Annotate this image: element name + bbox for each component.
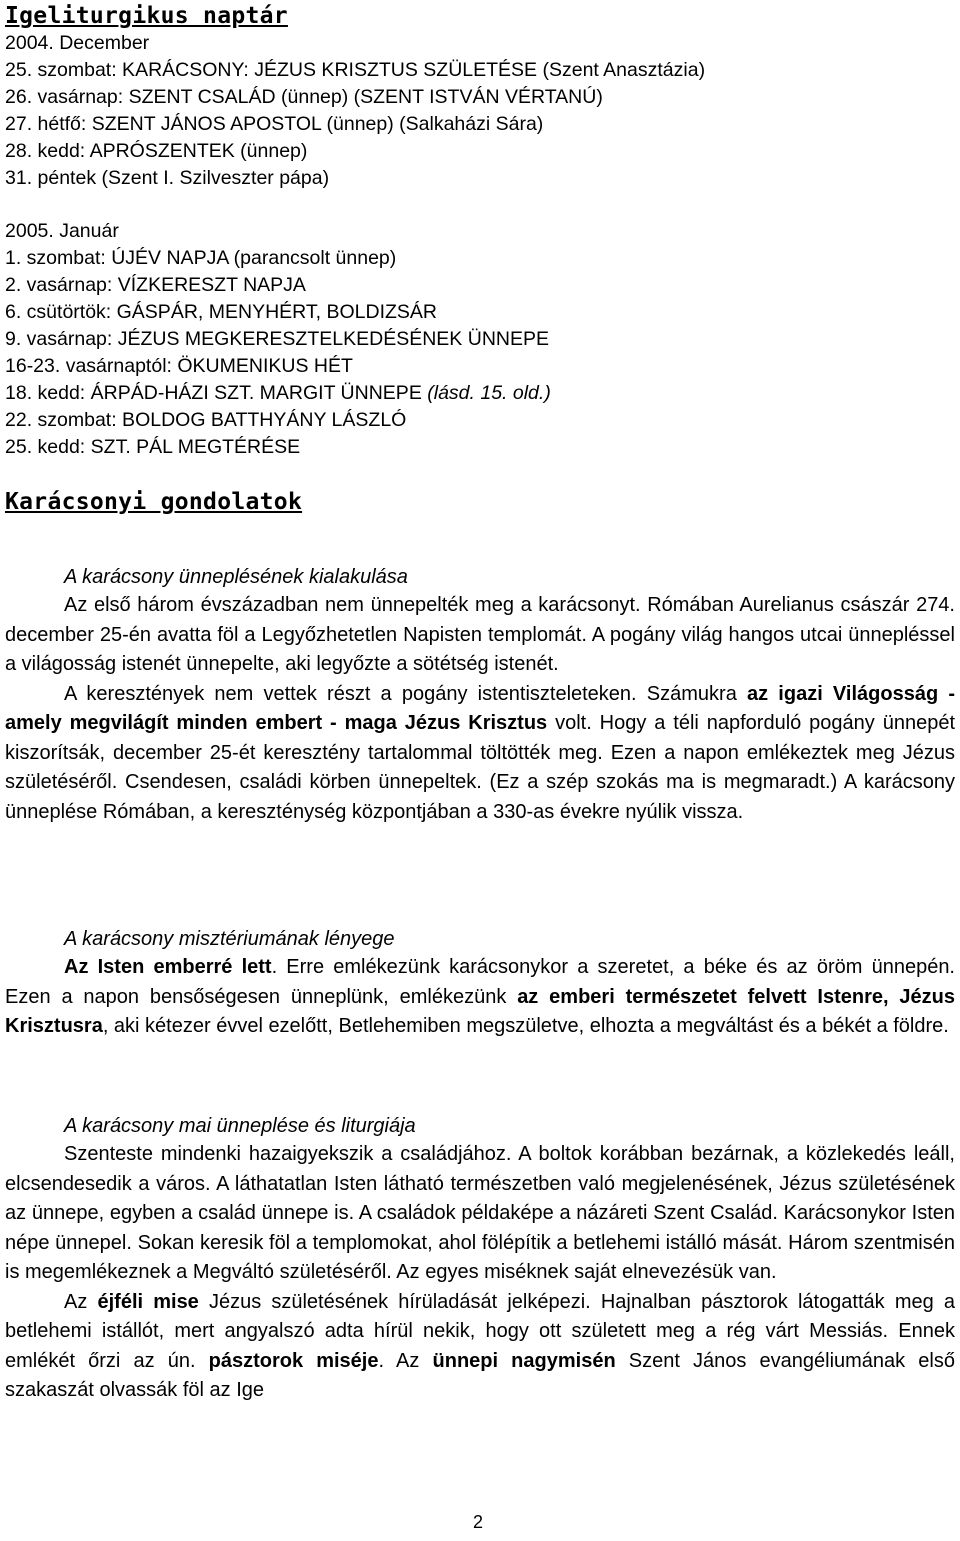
section-heading: A karácsony mai ünneplése és liturgiája <box>64 1115 416 1137</box>
emphasis: éjféli mise <box>97 1290 199 1313</box>
paragraph: Az első három évszázadban nem ünnepelték meg a karácsonyt. Rómában Aurelianus császár 274. december 25-én avatta föl a Legyőzhetetlen Napisten templomát. A pogány világ hangos utcai ünnepléssel a világosság istenét ünnepelte, aki legyőzte a sötétség istenét. <box>5 594 955 675</box>
page-number: 2 <box>473 1512 484 1532</box>
emphasis: Az Isten emberré lett <box>64 956 272 978</box>
section-body <box>5 1140 955 1406</box>
emphasis: az emberi természetet felvett Istenre, Jézus Krisztusra <box>5 985 955 1037</box>
calendar-entry: 31. péntek (Szent I. Szilveszter pápa) <box>5 167 330 189</box>
calendar-entry: 22. szombat: BOLDOG BATTHYÁNY LÁSZLÓ <box>5 409 407 431</box>
paragraph: Az éjféli mise Jézus születésének hírüladását jelképezi. Hajnalban pásztorok látogatták meg a betlehemi istállót, mert angyalszó adta hírül nekik, hogy ott született meg a rég várt Messiás. Ennek emlékét őrzi az ún. pásztorok miséje. Az ünnepi nagymisén Szent János evangéliumának első szakaszát olvassák föl az Ige <box>5 1290 955 1401</box>
liturgical-calendar <box>5 30 705 461</box>
calendar-entry: 28. kedd: APRÓSZENTEK (ünnep) <box>5 140 308 162</box>
calendar-title: Igeliturgikus naptár <box>5 3 288 29</box>
paragraph: Az Isten emberré lett. Erre emlékezünk karácsonykor a szeretet, a béke és az öröm ünnepén. Ezen a napon bensőségesen ünneplünk, emlékezünk az emberi természetet felvett Istenre, Jézus Krisztusra, aki kétezer évvel ezelőtt, Betlehemiben megszületve, elhozta a megváltást és a békét a földre. <box>5 956 955 1037</box>
section-heading: A karácsony ünneplésének kialakulása <box>64 566 408 588</box>
calendar-month-december: 2004. December <box>5 32 150 54</box>
calendar-entry: 27. hétfő: SZENT JÁNOS APOSTOL (ünnep) (Salkaházi Sára) <box>5 113 544 135</box>
section-heading: A karácsony misztériumának lényege <box>64 928 395 950</box>
page-reference: (lásd. 15. old.) <box>427 382 551 404</box>
emphasis: ünnepi nagymisén <box>432 1349 616 1372</box>
article-title: Karácsonyi gondolatok <box>5 489 303 515</box>
calendar-entry: 25. szombat: KARÁCSONY: JÉZUS KRISZTUS SZÜLETÉSE (Szent Anasztázia) <box>5 59 706 81</box>
calendar-entry: 6. csütörtök: GÁSPÁR, MENYHÉRT, BOLDIZSÁR <box>5 301 438 323</box>
calendar-entry: 16-23. vasárnaptól: ÖKUMENIKUS HÉT <box>5 355 353 377</box>
emphasis: pásztorok miséje <box>208 1349 379 1372</box>
calendar-entry: 2. vasárnap: VÍZKERESZT NAPJA <box>5 274 306 296</box>
calendar-entry: 26. vasárnap: SZENT CSALÁD (ünnep) (SZENT ISTVÁN VÉRTANÚ) <box>5 86 603 108</box>
paragraph: Szenteste mindenki hazaigyekszik a családjához. A boltok korábban bezárnak, a közlekedés leáll, elcsendesedik a város. A láthatatlan Isten látható természetben való megjelenésének, Jézus születésének az ünnepe, egyben a család ünnepe is. A családok példaképe a názáreti Szent Család. Karácsonykor Isten népe ünnepel. Sokan keresik föl a templomokat, ahol fölépítik a betlehemi istálló mását. Három szentmisén is megemlékeznek a Megváltó születéséről. Az egyes miséknek saját elnevezésük van. <box>5 1143 955 1283</box>
calendar-entry: 25. kedd: SZT. PÁL MEGTÉRÉSE <box>5 436 301 458</box>
calendar-entry: 9. vasárnap: JÉZUS MEGKERESZTELKEDÉSÉNEK ÜNNEPE <box>5 328 550 350</box>
emphasis: az igazi Világosság - amely megvilágít minden embert - maga Jézus Krisztus <box>5 682 955 734</box>
calendar-entry: 18. kedd: ÁRPÁD-HÁZI SZT. MARGIT ÜNNEPE (lásd. 15. old.) <box>5 382 551 404</box>
calendar-month-january: 2005. Január <box>5 220 119 242</box>
section-body <box>5 591 955 827</box>
section-body <box>5 953 955 1042</box>
calendar-entry: 1. szombat: ÚJÉV NAPJA (parancsolt ünnep) <box>5 247 397 269</box>
paragraph: A keresztények nem vettek részt a pogány istentiszteleteken. Számukra az igazi Világosság - amely megvilágít minden embert - maga Jézus Krisztus volt. Hogy a téli napforduló pogány ünnepét kiszorítsák, december 25-ét keresztény tartalommal töltötték meg. Ezen a napon emlékeztek meg Jézus születéséről. Csendesen, családi körben ünnepeltek. (Ez a szép szokás ma is megmaradt.) A karácsony ünneplése Rómában, a kereszténység központjában a 330-as évekre nyúlik vissza. <box>5 682 955 823</box>
